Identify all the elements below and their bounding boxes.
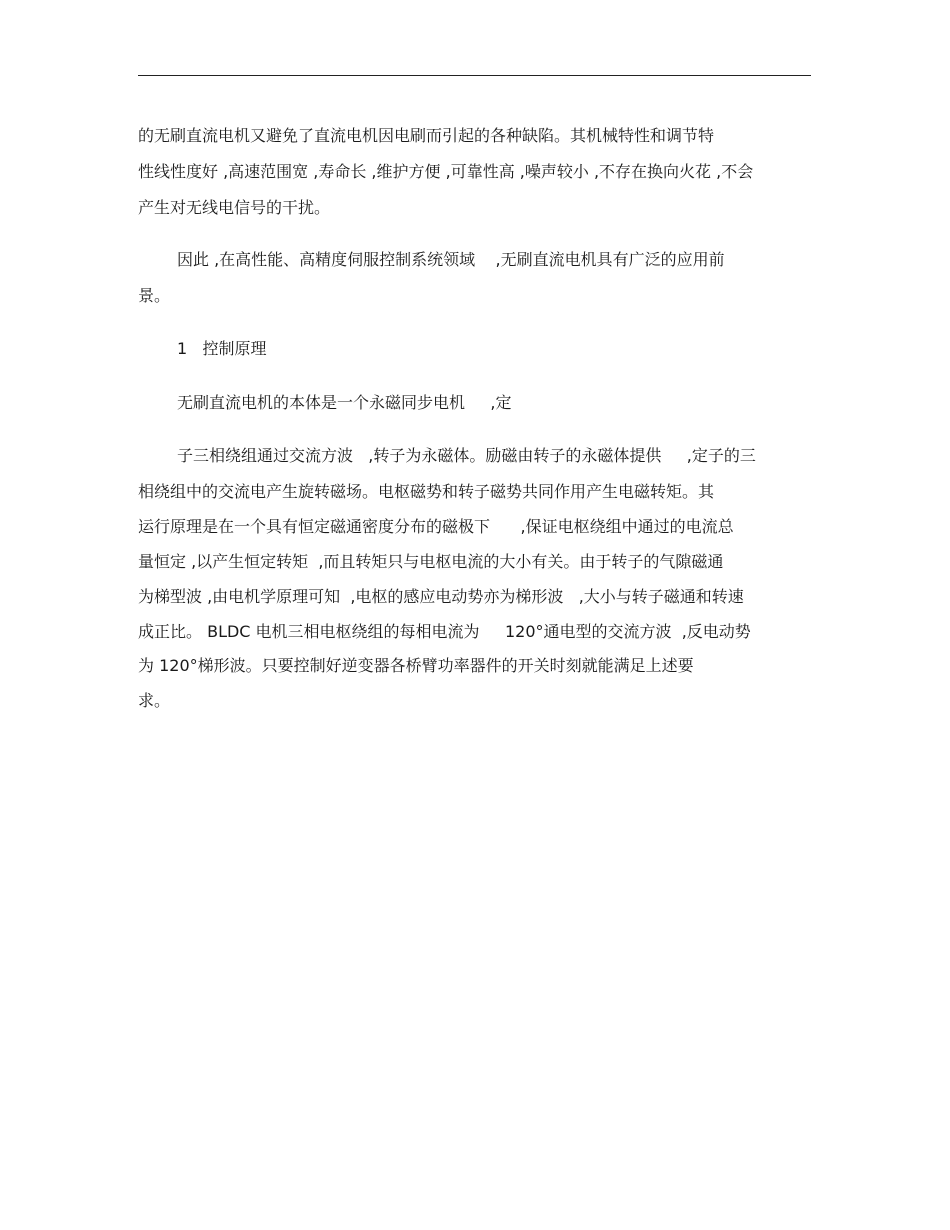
text-line: 为梯型波 ,由电机学原理可知 ,电枢的感应电动势亦为梯形波 ,大小与转子磁通和转速 [138,587,744,606]
text-line: 成正比。 BLDC 电机三相电枢绕组的每相电流为 120°通电型的交流方波 ,反电动势 [138,622,751,641]
text-line: 为 120°梯形波。只要控制好逆变器各桥臂功率器件的开关时刻就能满足上述要 [138,656,694,675]
text-line: 子三相绕组通过交流方波 ,转子为永磁体。励磁由转子的永磁体提供 ,定子的三 [177,446,756,465]
text-line: 景。 [138,286,171,305]
text-line: 相绕组中的交流电产生旋转磁场。电枢磁势和转子磁势共同作用产生电磁转矩。其 [138,482,715,501]
text-line: 因此 ,在高性能、高精度伺服控制系统领域 ,无刷直流电机具有广泛的应用前 [177,250,725,269]
text-line: 量恒定 ,以产生恒定转矩 ,而且转矩只与电枢电流的大小有关。由于转子的气隙磁通 [138,552,724,571]
text-line: 求。 [138,691,171,710]
text-line: 运行原理是在一个具有恒定磁通密度分布的磁极下 ,保证电枢绕组中通过的电流总 [138,517,734,536]
text-line: 性线性度好 ,高速范围宽 ,寿命长 ,维护方便 ,可靠性高 ,噪声较小 ,不存在换向火花 ,不会 [138,162,754,181]
section-title: 1 控制原理 [177,339,267,358]
text-line: 无刷直流电机的本体是一个永磁同步电机 ,定 [177,393,512,412]
text-line: 的无刷直流电机又避免了直流电机因电刷而引起的各种缺陷。其机械特性和调节特 [138,126,715,145]
header-rule [138,75,811,76]
text-line: 产生对无线电信号的干扰。 [138,198,331,217]
